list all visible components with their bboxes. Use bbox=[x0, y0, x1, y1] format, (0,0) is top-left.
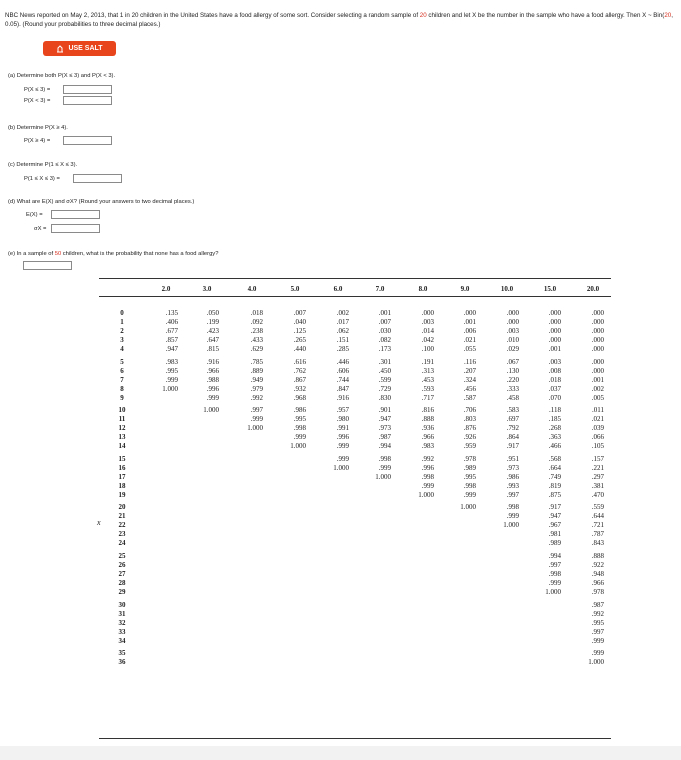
table-cell: .901 bbox=[378, 406, 391, 415]
table-cell: .992 bbox=[421, 454, 434, 463]
table-cell: .987 bbox=[591, 600, 604, 609]
p-x-ge-4-input[interactable] bbox=[63, 136, 112, 145]
table-cell: .973 bbox=[378, 424, 391, 433]
table-cell: .819 bbox=[548, 481, 561, 490]
table-header-mu: 3.0 bbox=[202, 285, 212, 293]
table-cell: .006 bbox=[463, 327, 476, 335]
table-cell: .998 bbox=[421, 472, 434, 481]
table-cell: .966 bbox=[206, 366, 219, 375]
binomial-n: 20 bbox=[664, 12, 672, 19]
table-cell: .333 bbox=[506, 384, 519, 393]
table-cell: 1.000 bbox=[290, 442, 306, 451]
question-b-prompt: (b) Determine P(X ≥ 4). bbox=[8, 125, 68, 131]
table-cell: .998 bbox=[506, 503, 519, 512]
table-cell: .999 bbox=[591, 636, 604, 645]
table-cell: .297 bbox=[591, 472, 604, 481]
table-cell: .998 bbox=[293, 424, 306, 433]
table-cell: .664 bbox=[548, 463, 561, 472]
table-cell: .105 bbox=[591, 442, 604, 451]
table-cell: .118 bbox=[549, 406, 561, 415]
table-cell: .011 bbox=[592, 406, 604, 415]
p-x-le-3-input[interactable] bbox=[63, 85, 112, 94]
question-e-prompt bbox=[8, 250, 218, 258]
table-cell: .999 bbox=[165, 375, 178, 384]
table-cell: .995 bbox=[293, 415, 306, 424]
table-cell: .021 bbox=[463, 336, 476, 344]
table-cell: .787 bbox=[591, 530, 604, 539]
table-cell: .568 bbox=[548, 454, 561, 463]
table-cell: .125 bbox=[293, 327, 306, 335]
table-cell: .993 bbox=[506, 481, 519, 490]
table-cell: .980 bbox=[336, 415, 349, 424]
table-cell: .265 bbox=[293, 336, 306, 344]
table-row-x: 6 bbox=[120, 366, 124, 375]
table-cell: .593 bbox=[421, 384, 434, 393]
table-cell: .001 bbox=[378, 309, 391, 317]
table-cell: .999 bbox=[421, 481, 434, 490]
table-row-x: 27 bbox=[118, 570, 126, 578]
table-cell: .456 bbox=[463, 384, 476, 393]
table-cell: .706 bbox=[463, 406, 476, 415]
table-cell: .916 bbox=[206, 357, 219, 366]
table-cell: .014 bbox=[421, 327, 434, 335]
table-cell: .997 bbox=[591, 627, 604, 636]
table-cell: .000 bbox=[591, 336, 604, 344]
table-cell: .220 bbox=[506, 375, 519, 384]
table-cell: .003 bbox=[506, 327, 519, 335]
table-cell: .999 bbox=[336, 442, 349, 451]
question-a-label-2: P(X < 3) = bbox=[24, 98, 51, 104]
table-cell: .949 bbox=[250, 375, 263, 384]
table-cell: .238 bbox=[250, 327, 263, 335]
table-header-mu: 15.0 bbox=[543, 285, 557, 293]
p-x-lt-3-input[interactable] bbox=[63, 96, 112, 105]
table-cell: .191 bbox=[421, 357, 434, 366]
intro-text-3: , 0.05). (Round your probabilities to three decimal places.) bbox=[5, 12, 673, 28]
table-cell: .003 bbox=[548, 357, 561, 366]
table-cell: .983 bbox=[421, 442, 434, 451]
table-cell: .000 bbox=[548, 327, 561, 335]
table-cell: .843 bbox=[591, 539, 604, 548]
page-footer bbox=[0, 746, 681, 760]
table-cell: .135 bbox=[165, 309, 178, 317]
table-cell: .744 bbox=[336, 375, 349, 384]
table-row-x: 33 bbox=[118, 627, 126, 636]
table-header-mu: 9.0 bbox=[460, 285, 470, 293]
table-cell: .987 bbox=[378, 433, 391, 442]
table-cell: .729 bbox=[378, 384, 391, 393]
table-cell: .055 bbox=[463, 345, 476, 353]
table-row-x: 12 bbox=[118, 424, 126, 433]
table-cell: .989 bbox=[548, 539, 561, 548]
table-row-x: 21 bbox=[118, 512, 126, 521]
table-row-x: 22 bbox=[118, 521, 126, 530]
table-cell: .989 bbox=[463, 463, 476, 472]
table-cell: .116 bbox=[464, 357, 476, 366]
table-row-x: 3 bbox=[120, 336, 124, 344]
table-cell: .867 bbox=[293, 375, 306, 384]
table-cell: .647 bbox=[206, 336, 219, 344]
table-header-mu: 20.0 bbox=[586, 285, 600, 293]
table-cell: .199 bbox=[206, 318, 219, 326]
table-cell: .207 bbox=[463, 366, 476, 375]
table-cell: .978 bbox=[463, 454, 476, 463]
table-cell: .957 bbox=[336, 406, 349, 415]
table-cell: .040 bbox=[293, 318, 306, 326]
question-c-prompt: (c) Determine P(1 ≤ X ≤ 3). bbox=[8, 162, 78, 168]
table-cell: .968 bbox=[293, 393, 306, 402]
table-cell: .697 bbox=[506, 415, 519, 424]
use-salt-label: USE SALT bbox=[68, 45, 103, 52]
table-header-mu: 8.0 bbox=[418, 285, 428, 293]
table-cell: .433 bbox=[250, 336, 263, 344]
table-cell: .966 bbox=[591, 579, 604, 587]
table-cell: .999 bbox=[591, 649, 604, 658]
table-cell: .721 bbox=[591, 521, 604, 530]
table-cell: .875 bbox=[548, 490, 561, 499]
table-cell: .587 bbox=[463, 393, 476, 402]
table-cell: .947 bbox=[378, 415, 391, 424]
table-cell: .992 bbox=[250, 393, 263, 402]
table-cell: .917 bbox=[506, 442, 519, 451]
table-header-mu: 6.0 bbox=[333, 285, 343, 293]
table-cell: .050 bbox=[206, 309, 219, 317]
table-cell: 1.000 bbox=[418, 490, 434, 499]
table-cell: .559 bbox=[591, 503, 604, 512]
table-cell: .221 bbox=[591, 463, 604, 472]
table-cell: 1.000 bbox=[162, 384, 178, 393]
table-row-x: 11 bbox=[118, 415, 126, 424]
table-cell: .100 bbox=[421, 345, 434, 353]
table-cell: .466 bbox=[548, 442, 561, 451]
table-cell: .999 bbox=[506, 512, 519, 521]
table-cell: .092 bbox=[250, 318, 263, 326]
table-cell: .792 bbox=[506, 424, 519, 433]
table-cell: .999 bbox=[378, 463, 391, 472]
table-cell: .926 bbox=[463, 433, 476, 442]
table-cell: .983 bbox=[165, 357, 178, 366]
table-cell: .000 bbox=[506, 318, 519, 326]
table-cell: .066 bbox=[591, 433, 604, 442]
table-row-x: 17 bbox=[118, 472, 126, 481]
table-row-x: 32 bbox=[118, 618, 126, 627]
table-cell: .997 bbox=[548, 561, 561, 569]
table-cell: .285 bbox=[336, 345, 349, 353]
table-cell: .000 bbox=[591, 357, 604, 366]
table-cell: .999 bbox=[206, 393, 219, 402]
table-cell: .998 bbox=[548, 570, 561, 578]
table-cell: .406 bbox=[165, 318, 178, 326]
table-row-x: 18 bbox=[118, 481, 126, 490]
table-cell: .062 bbox=[336, 327, 349, 335]
table-row-x: 9 bbox=[120, 393, 124, 402]
table-cell: .917 bbox=[548, 503, 561, 512]
table-row-x: 5 bbox=[120, 357, 124, 366]
problem-statement bbox=[5, 11, 677, 29]
table-cell: .966 bbox=[421, 433, 434, 442]
table-cell: .017 bbox=[336, 318, 349, 326]
table-cell: .995 bbox=[165, 366, 178, 375]
table-cell: .000 bbox=[548, 318, 561, 326]
table-row-x: 4 bbox=[120, 345, 124, 353]
question-e-sample-size: 50 bbox=[54, 251, 62, 257]
table-cell: .039 bbox=[591, 424, 604, 433]
x-axis-label: x bbox=[97, 518, 101, 527]
table-cell: .453 bbox=[421, 375, 434, 384]
expected-value-input[interactable] bbox=[51, 210, 100, 219]
table-cell: .000 bbox=[421, 309, 434, 317]
table-cell: .999 bbox=[548, 579, 561, 587]
question-a-prompt: (a) Determine both P(X ≤ 3) and P(X < 3). bbox=[8, 73, 116, 79]
intro-text-1: NBC News reported on May 2, 2013, that 1 in 20 children in the United States have a food allergy of some sort. Consider selecting a random sample of bbox=[5, 12, 420, 19]
table-cell: .951 bbox=[506, 454, 519, 463]
table-cell: .762 bbox=[293, 366, 306, 375]
table-cell: .978 bbox=[591, 588, 604, 596]
table-cell: .000 bbox=[591, 309, 604, 317]
table-cell: .440 bbox=[293, 345, 306, 353]
table-cell: .000 bbox=[506, 309, 519, 317]
table-cell: .000 bbox=[591, 318, 604, 326]
table-cell: .991 bbox=[336, 424, 349, 433]
question-d-label-2: σX = bbox=[34, 226, 47, 232]
table-cell: .005 bbox=[591, 393, 604, 402]
table-cell: .988 bbox=[206, 375, 219, 384]
question-e-text-1: (e) In a sample of bbox=[8, 251, 55, 257]
table-cell: .470 bbox=[591, 490, 604, 499]
table-cell: .030 bbox=[378, 327, 391, 335]
table-cell: .130 bbox=[506, 366, 519, 375]
table-header-mu: 5.0 bbox=[290, 285, 300, 293]
table-cell: .999 bbox=[336, 454, 349, 463]
table-header-mu: 7.0 bbox=[375, 285, 385, 293]
table-cell: .986 bbox=[293, 406, 306, 415]
table-cell: .999 bbox=[463, 490, 476, 499]
table-header-mu: 2.0 bbox=[161, 285, 171, 293]
table-cell: .888 bbox=[591, 552, 604, 560]
table-cell: .932 bbox=[293, 384, 306, 393]
table-cell: .936 bbox=[421, 424, 434, 433]
table-cell: .042 bbox=[421, 336, 434, 344]
table-cell: .157 bbox=[591, 454, 604, 463]
table-cell: .423 bbox=[206, 327, 219, 335]
table-row-x: 1 bbox=[120, 318, 124, 326]
table-row-x: 14 bbox=[118, 442, 126, 451]
table-row-x: 36 bbox=[118, 658, 126, 667]
table-cell: .998 bbox=[378, 454, 391, 463]
table-cell: .922 bbox=[591, 561, 604, 569]
table-cell: .947 bbox=[548, 512, 561, 521]
table-cell: .000 bbox=[591, 366, 604, 375]
table-cell: .313 bbox=[421, 366, 434, 375]
table-cell: .000 bbox=[463, 309, 476, 317]
question-e-text-2: children, what is the probability that none has a food allergy? bbox=[61, 251, 219, 257]
table-cell: .997 bbox=[506, 490, 519, 499]
table-cell: .173 bbox=[378, 345, 391, 353]
table-cell: .018 bbox=[548, 375, 561, 384]
table-cell: .000 bbox=[591, 327, 604, 335]
table-cell: 1.000 bbox=[503, 521, 519, 530]
table-cell: .458 bbox=[506, 393, 519, 402]
table-cell: .301 bbox=[378, 357, 391, 366]
table-cell: 1.000 bbox=[375, 472, 391, 481]
table-row-x: 10 bbox=[118, 406, 126, 415]
table-cell: .717 bbox=[421, 393, 434, 402]
question-d-label-1: E(X) = bbox=[26, 212, 43, 218]
table-cell: .996 bbox=[421, 463, 434, 472]
table-cell: .000 bbox=[548, 336, 561, 344]
table-cell: .999 bbox=[293, 433, 306, 442]
table-cell: .785 bbox=[250, 357, 263, 366]
table-cell: .967 bbox=[548, 521, 561, 530]
table-cell: .996 bbox=[206, 384, 219, 393]
table-cell: .973 bbox=[506, 463, 519, 472]
table-row-x: 30 bbox=[118, 600, 126, 609]
table-row-x: 25 bbox=[118, 552, 126, 560]
table-row-x: 29 bbox=[118, 588, 126, 596]
table-cell: .070 bbox=[548, 393, 561, 402]
intro-text-2: children and let X be the number in the sample who have a food allergy. Then X ~ Bin( bbox=[426, 12, 665, 19]
table-cell: .994 bbox=[548, 552, 561, 560]
table-cell: .002 bbox=[336, 309, 349, 317]
table-cell: .644 bbox=[591, 512, 604, 521]
question-a-label-1: P(X ≤ 3) = bbox=[24, 87, 51, 93]
table-cell: .606 bbox=[336, 366, 349, 375]
table-cell: .947 bbox=[165, 345, 178, 353]
table-cell: .997 bbox=[250, 406, 263, 415]
question-c-label-1: P(1 ≤ X ≤ 3) = bbox=[24, 176, 60, 182]
question-b-label-1: P(X ≥ 4) = bbox=[24, 138, 51, 144]
table-cell: .000 bbox=[591, 345, 604, 353]
table-cell: 1.000 bbox=[333, 463, 349, 472]
table-top-rule bbox=[99, 278, 611, 279]
table-cell: .616 bbox=[293, 357, 306, 366]
table-cell: .037 bbox=[548, 384, 561, 393]
table-cell: .007 bbox=[293, 309, 306, 317]
table-cell: .007 bbox=[378, 318, 391, 326]
table-cell: .864 bbox=[506, 433, 519, 442]
table-cell: .008 bbox=[548, 366, 561, 375]
table-row-x: 20 bbox=[118, 503, 126, 512]
table-cell: .995 bbox=[591, 618, 604, 627]
table-cell: .446 bbox=[336, 357, 349, 366]
table-cell: .021 bbox=[591, 415, 604, 424]
table-cell: .018 bbox=[250, 309, 263, 317]
table-cell: .001 bbox=[463, 318, 476, 326]
table-cell: 1.000 bbox=[545, 588, 561, 596]
table-row-x: 28 bbox=[118, 579, 126, 587]
table-cell: .857 bbox=[165, 336, 178, 344]
p-1-le-x-le-3-input[interactable] bbox=[73, 174, 122, 183]
table-cell: .999 bbox=[250, 415, 263, 424]
table-row-x: 23 bbox=[118, 530, 126, 539]
table-cell: .151 bbox=[336, 336, 349, 344]
table-row-x: 2 bbox=[120, 327, 124, 335]
table-cell: .185 bbox=[548, 415, 561, 424]
table-row-x: 16 bbox=[118, 463, 126, 472]
table-cell: .959 bbox=[463, 442, 476, 451]
table-cell: .749 bbox=[548, 472, 561, 481]
table-cell: .981 bbox=[548, 530, 561, 539]
table-row-x: 19 bbox=[118, 490, 126, 499]
table-row-x: 35 bbox=[118, 649, 126, 658]
std-dev-input[interactable] bbox=[51, 224, 100, 233]
table-cell: .876 bbox=[463, 424, 476, 433]
table-cell: .998 bbox=[463, 481, 476, 490]
table-cell: .599 bbox=[378, 375, 391, 384]
table-cell: .815 bbox=[206, 345, 219, 353]
table-cell: .381 bbox=[591, 481, 604, 490]
table-cell: .450 bbox=[378, 366, 391, 375]
table-cell: .082 bbox=[378, 336, 391, 344]
table-cell: .992 bbox=[591, 609, 604, 618]
table-row-x: 34 bbox=[118, 636, 126, 645]
table-row-x: 8 bbox=[120, 384, 124, 393]
table-cell: .002 bbox=[591, 384, 604, 393]
table-cell: .001 bbox=[548, 345, 561, 353]
table-row-x: 0 bbox=[120, 309, 124, 317]
table-row-x: 7 bbox=[120, 375, 124, 384]
table-cell: 1.000 bbox=[588, 658, 604, 667]
table-header-mu: 10.0 bbox=[500, 285, 514, 293]
table-bottom-rule bbox=[99, 738, 611, 739]
table-cell: .324 bbox=[463, 375, 476, 384]
table-cell: .986 bbox=[506, 472, 519, 481]
use-salt-button[interactable] bbox=[43, 41, 116, 56]
table-cell: .003 bbox=[421, 318, 434, 326]
table-row-x: 24 bbox=[118, 539, 126, 548]
table-cell: 1.000 bbox=[247, 424, 263, 433]
table-header-rule bbox=[99, 296, 611, 297]
table-row-x: 15 bbox=[118, 454, 126, 463]
table-cell: .029 bbox=[506, 345, 519, 353]
table-cell: .979 bbox=[250, 384, 263, 393]
table-cell: .816 bbox=[421, 406, 434, 415]
table-cell: 1.000 bbox=[203, 406, 219, 415]
table-cell: .363 bbox=[548, 433, 561, 442]
table-cell: .994 bbox=[378, 442, 391, 451]
table-cell: .888 bbox=[421, 415, 434, 424]
table-cell: .996 bbox=[336, 433, 349, 442]
table-cell: .583 bbox=[506, 406, 519, 415]
table-cell: .677 bbox=[165, 327, 178, 335]
table-cell: .995 bbox=[463, 472, 476, 481]
table-cell: .629 bbox=[250, 345, 263, 353]
table-row-x: 13 bbox=[118, 433, 126, 442]
table-cell: .830 bbox=[378, 393, 391, 402]
table-cell: .067 bbox=[506, 357, 519, 366]
question-d-prompt: (d) What are E(X) and σX? (Round your answers to two decimal places.) bbox=[8, 199, 195, 205]
table-cell: .889 bbox=[250, 366, 263, 375]
table-cell: .847 bbox=[336, 384, 349, 393]
table-cell: .001 bbox=[591, 375, 604, 384]
table-cell: .803 bbox=[463, 415, 476, 424]
table-row-x: 26 bbox=[118, 561, 126, 569]
table-cell: .268 bbox=[548, 424, 561, 433]
table-cell: .000 bbox=[548, 309, 561, 317]
table-cell: .010 bbox=[506, 336, 519, 344]
table-cell: 1.000 bbox=[460, 503, 476, 512]
table-cell: .948 bbox=[591, 570, 604, 578]
sample-size: 20 bbox=[419, 12, 427, 19]
table-cell: .916 bbox=[336, 393, 349, 402]
prob-none-input[interactable] bbox=[23, 261, 72, 270]
salt-icon bbox=[56, 45, 64, 53]
table-row-x: 31 bbox=[118, 609, 126, 618]
table-header-mu: 4.0 bbox=[247, 285, 257, 293]
